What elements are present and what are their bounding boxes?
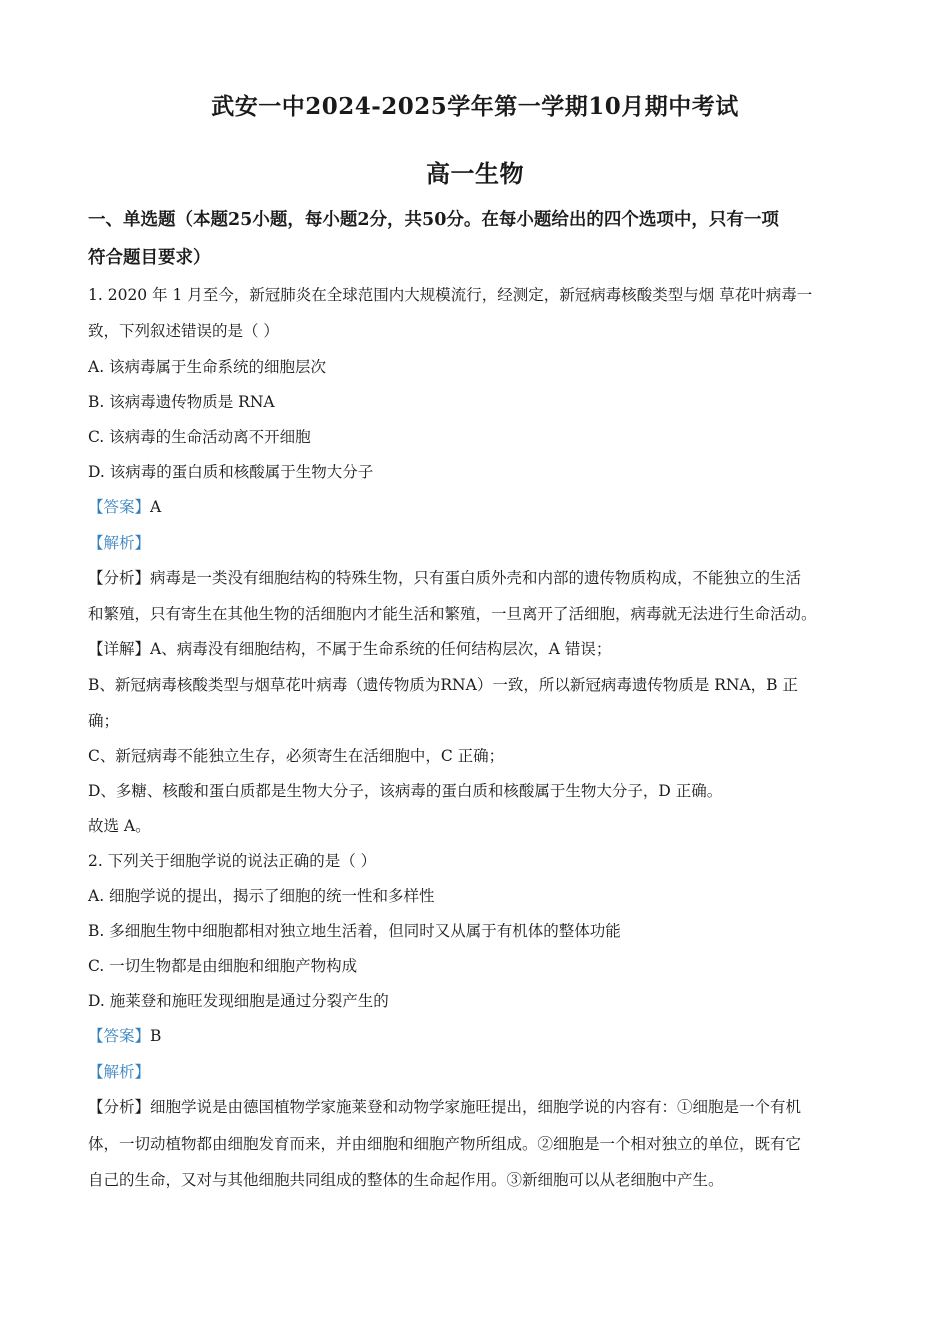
q1-detail-d: D、多糖、核酸和蛋白质都是生物大分子，该病毒的蛋白质和核酸属于生物大分子，D 正确。	[88, 782, 723, 800]
section-heading-line1: 一、单选题（本题25小题，每小题2分，共50分。在每小题给出的四个选项中，只有一项	[88, 210, 779, 230]
q2-option-d: D. 施莱登和施旺发现细胞是通过分裂产生的	[88, 992, 389, 1010]
q2-answer-value: B	[150, 1027, 162, 1045]
q2-fenxi-tag: 【分析】	[88, 1098, 151, 1116]
exam-subject: 高一生物	[426, 159, 524, 188]
q1-fenxi-text1: 病毒是一类没有细胞结构的特殊生物，只有蛋白质外壳和内部的遗传物质构成，不能独立的生活	[150, 569, 802, 587]
q1-detail-b-line2: 确；	[88, 712, 120, 730]
q1-conclusion: 故选 A。	[88, 817, 151, 835]
q2-fenxi-line2: 体，一切动植物都由细胞发育而来，并由细胞和细胞产物所组成。②细胞是一个相对独立的单位，既有它	[88, 1135, 802, 1153]
q1-detail-c: C、新冠病毒不能独立生存，必须寄生在活细胞中，C 正确；	[88, 747, 505, 765]
q1-stem-line2: 致，下列叙述错误的是（ ）	[88, 322, 279, 340]
q1-answer-line	[88, 496, 878, 518]
q1-answer-value: A	[150, 498, 162, 516]
q1-fenxi-line2: 和繁殖，只有寄生在其他生物的活细胞内才能生活和繁殖，一旦离开了活细胞，病毒就无法进行生命活动。	[88, 605, 817, 623]
q1-answer-tag: 【答案】	[88, 498, 151, 516]
q2-answer-line	[88, 1025, 878, 1047]
q1-option-a: A. 该病毒属于生命系统的细胞层次	[88, 358, 327, 376]
section-heading-line2: 符合题目要求）	[88, 248, 211, 268]
exam-title: 武安一中2024-2025学年第一学期10月期中考试	[211, 93, 739, 120]
q1-option-c: C. 该病毒的生命活动离不开细胞	[88, 428, 311, 446]
q1-detail-a: A、病毒没有细胞结构，不属于生命系统的任何结构层次，A 错误；	[150, 640, 612, 658]
q2-fenxi-line1	[88, 1096, 878, 1118]
q1-detail-line-a	[88, 638, 878, 660]
q1-option-d: D. 该病毒的蛋白质和核酸属于生物大分子	[88, 463, 374, 481]
q2-analysis-tag: 【解析】	[88, 1063, 151, 1081]
q1-fenxi-line1	[88, 567, 878, 589]
q2-fenxi-text1: 细胞学说是由德国植物学家施莱登和动物学家施旺提出，细胞学说的内容有：①细胞是一个有机	[150, 1098, 802, 1116]
q2-option-b: B. 多细胞生物中细胞都相对独立地生活着，但同时又从属于有机体的整体功能	[88, 922, 621, 940]
q2-stem: 2. 下列关于细胞学说的说法正确的是（ ）	[88, 852, 377, 870]
q1-stem-line1: 1. 2020 年 1 月至今，新冠肺炎在全球范围内大规模流行，经测定，新冠病毒核酸类型与烟 草花叶病毒一	[88, 286, 813, 304]
q1-detail-b-line1: B、新冠病毒核酸类型与烟草花叶病毒（遗传物质为RNA）一致，所以新冠病毒遗传物质是 RNA，B 正	[88, 676, 798, 694]
q2-option-c: C. 一切生物都是由细胞和细胞产物构成	[88, 957, 358, 975]
q1-detail-tag: 【详解】	[88, 640, 151, 658]
q2-fenxi-line3: 自己的生命，又对与其他细胞共同组成的整体的生命起作用。③新细胞可以从老细胞中产生。	[88, 1171, 724, 1189]
q2-option-a: A. 细胞学说的提出，揭示了细胞的统一性和多样性	[88, 887, 435, 905]
q2-answer-tag: 【答案】	[88, 1027, 151, 1045]
q1-option-b: B. 该病毒遗传物质是 RNA	[88, 393, 275, 411]
q1-analysis-tag: 【解析】	[88, 534, 151, 552]
q1-fenxi-tag: 【分析】	[88, 569, 151, 587]
